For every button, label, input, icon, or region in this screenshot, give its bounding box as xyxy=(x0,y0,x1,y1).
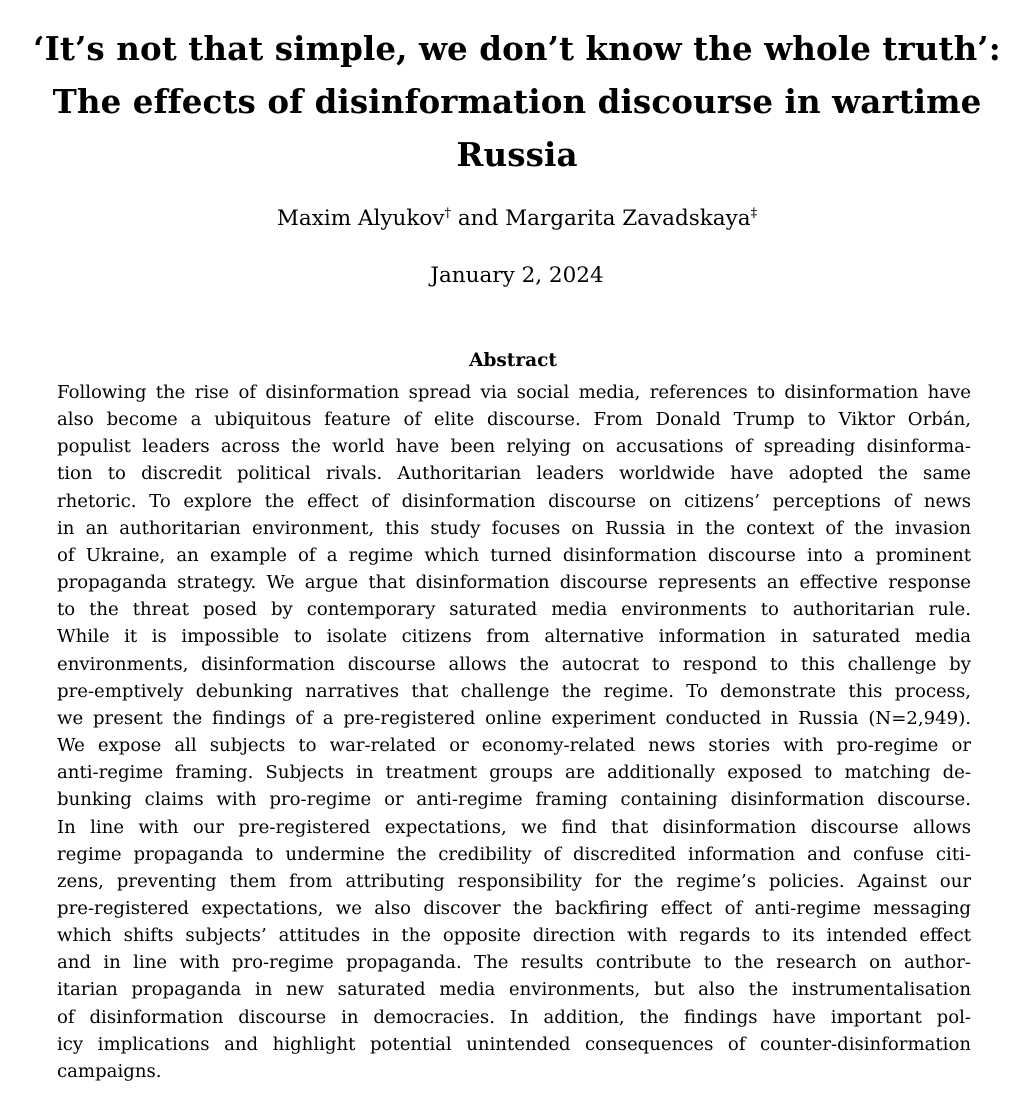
abstract-line: While it is impossible to isolate citizens from alternative information in saturated media xyxy=(57,626,971,648)
abstract-line: populist leaders across the world have been relying on accusations of spreading disinforma- xyxy=(57,436,971,458)
abstract-heading: Abstract xyxy=(469,350,557,371)
abstract-line: we present the findings of a pre-registered online experiment conducted in Russia (N=2,949). xyxy=(57,707,971,729)
abstract-line: regime propaganda to undermine the credibility of discredited information and confuse citi- xyxy=(57,843,971,865)
abstract-line-last: campaigns. xyxy=(57,1060,162,1082)
abstract-line: tion to discredit political rivals. Authoritarian leaders worldwide have adopted the same xyxy=(57,463,971,485)
abstract-line: to the threat posed by contemporary saturated media environments to authoritarian rule. xyxy=(57,599,971,621)
publication-date: January 2, 2024 xyxy=(430,263,604,288)
author-list xyxy=(0,203,1034,235)
author-footnote-mark: † xyxy=(444,206,451,221)
abstract-line: pre-registered expectations, we also discover the backfiring effect of anti-regime messaging xyxy=(57,897,971,919)
title-line-1: ‘It’s not that simple, we don’t know the whole truth’: xyxy=(33,29,1001,68)
abstract-line: anti-regime framing. Subjects in treatment groups are additionally exposed to matching de- xyxy=(57,762,971,784)
abstract-line: which shifts subjects’ attitudes in the opposite direction with regards to its intended effect xyxy=(57,925,971,947)
abstract-line: of Ukraine, an example of a regime which turned disinformation discourse into a prominent xyxy=(57,544,971,566)
author-name: Margarita Zavadskaya xyxy=(505,206,751,231)
abstract-line: In line with our pre-registered expectations, we find that disinformation discourse allows xyxy=(57,816,971,838)
abstract-line: also become a ubiquitous feature of elite discourse. From Donald Trump to Viktor Orbán, xyxy=(57,409,971,431)
abstract-line: pre-emptively debunking narratives that challenge the regime. To demonstrate this process, xyxy=(57,680,971,702)
author-connector: and xyxy=(457,206,499,231)
paper-title xyxy=(0,22,1034,181)
abstract-line: icy implications and highlight potential unintended consequences of counter-disinformation xyxy=(57,1033,971,1055)
abstract-line: propaganda strategy. We argue that disinformation discourse represents an effective response xyxy=(57,572,971,594)
abstract-line: environments, disinformation discourse allows the autocrat to respond to this challenge by xyxy=(57,653,971,675)
abstract-line: Following the rise of disinformation spread via social media, references to disinformation have xyxy=(57,382,971,403)
abstract-line: rhetoric. To explore the effect of disinformation discourse on citizens’ perceptions of news xyxy=(57,490,971,512)
abstract-line: and in line with pro-regime propaganda. The results contribute to the research on author- xyxy=(57,952,971,974)
abstract-line: of disinformation discourse in democracies. In addition, the findings have important pol- xyxy=(57,1006,971,1028)
author-footnote-mark: ‡ xyxy=(750,206,758,221)
abstract-line: zens, preventing them from attributing responsibility for the regime’s policies. Against our xyxy=(57,870,971,892)
title-line-2: The effects of disinformation discourse in wartime xyxy=(52,82,982,121)
title-line-3: Russia xyxy=(456,135,578,174)
author-name: Maxim Alyukov xyxy=(276,206,445,231)
abstract-line: in an authoritarian environment, this study focuses on Russia in the context of the invasion xyxy=(57,517,971,539)
abstract-line: itarian propaganda in new saturated media environments, but also the instrumentalisation xyxy=(57,979,971,1001)
abstract-line: bunking claims with pro-regime or anti-regime framing containing disinformation discourse. xyxy=(57,789,971,811)
abstract-body xyxy=(57,379,971,1085)
abstract-line: We expose all subjects to war-related or economy-related news stories with pro-regime or xyxy=(57,735,971,757)
